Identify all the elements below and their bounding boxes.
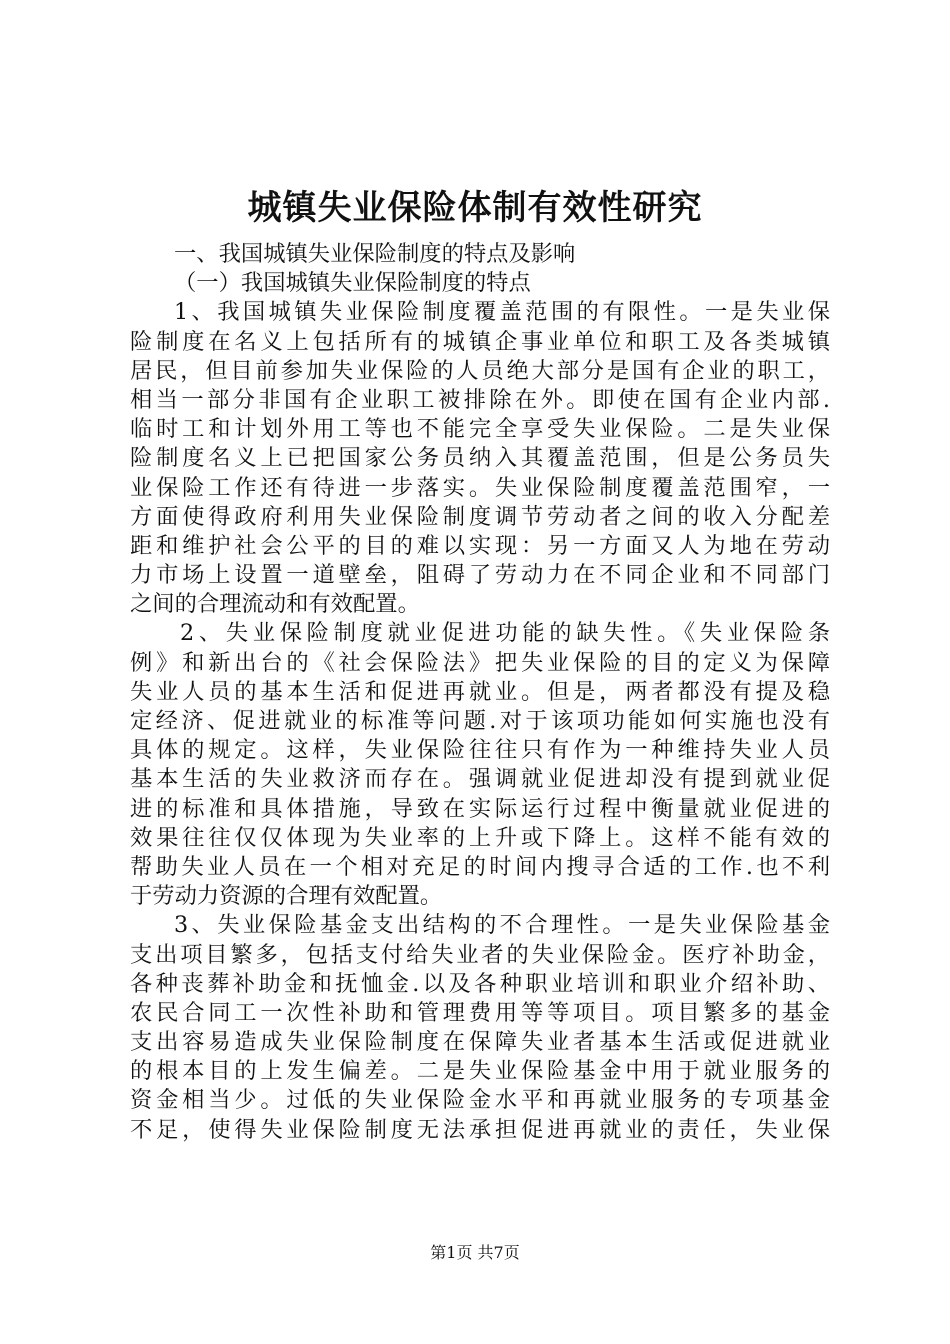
text-line: 之间的合理流动和有效配置。 [130,591,420,618]
text-line: 帮助失业人员在一个相对充足的时间内搜寻合适的工作.也不利 [130,853,830,880]
text-line: 一、我国城镇失业保险制度的特点及影响 [174,241,576,267]
text-line: 临时工和计划外用工等也不能完全享受失业保险。二是失业保 [130,416,830,443]
text-line: 业保险工作还有待进一步落实。失业保险制度覆盖范围窄，一 [130,474,830,501]
text-line: 不足，使得失业保险制度无法承担促进再就业的责任，失业保 [130,1116,830,1143]
text-line: 1、我国城镇失业保险制度覆盖范围的有限性。一是失业保 [174,299,830,326]
text-line: 方面使得政府利用失业保险制度调节劳动者之间的收入分配差 [130,503,830,530]
text-line: （一）我国城镇失业保险制度的特点 [174,270,531,297]
text-line: 定经济、促进就业的标准等问题.对于该项功能如何实施也没有 [130,708,830,734]
text-line: 居民，但目前参加失业保险的人员绝大部分是国有企业的职工， [130,357,830,384]
text-line: 2、失业保险制度就业促进功能的缺失性。《失业保险条 [180,620,830,647]
text-line: 距和维护社会公平的目的难以实现：另一方面又人为地在劳动 [130,532,830,559]
text-line: 于劳动力资源的合理有效配置。 [130,883,443,910]
text-line: 资金相当少。过低的失业保险金水平和再就业服务的专项基金 [130,1087,830,1114]
text-line: 相当一部分非国有企业职工被排除在外。即使在国有企业内部. [130,386,830,413]
text-line: 基本生活的失业救济而存在。强调就业促进却没有提到就业促 [130,766,830,793]
text-line: 具体的规定。这样，失业保险往往只有作为一种维持失业人员 [130,737,830,764]
text-line: 3、失业保险基金支出结构的不合理性。一是失业保险基金 [174,912,830,939]
text-line: 支出容易造成失业保险制度在保障失业者基本生活或促进就业 [130,1029,830,1056]
document-title: 城镇失业保险体制有效性研究 [247,188,703,228]
text-line: 险制度在名义上包括所有的城镇企事业单位和职工及各类城镇 [130,328,830,355]
text-line: 力市场上设置一道壁垒，阻碍了劳动力在不同企业和不同部门 [130,562,830,589]
text-line: 险制度名义上已把国家公务员纳入其覆盖范围，但是公务员失 [130,445,830,472]
text-line: 例》和新出台的《社会保险法》把失业保险的目的定义为保障 [130,649,830,676]
text-line: 效果往往仅仅体现为失业率的上升或下降上。这样不能有效的 [130,824,830,851]
text-line: 各种丧葬补助金和抚恤金.以及各种职业培训和职业介绍补助、 [130,970,830,997]
document-body [130,240,830,1145]
text-line: 的根本目的上发生偏差。二是失业保险基金中用于就业服务的 [130,1058,830,1085]
text-line: 失业人员的基本生活和促进再就业。但是，两者都没有提及稳 [130,678,830,705]
text-line: 进的标准和具体措施，导致在实际运行过程中衡量就业促进的 [130,795,830,822]
text-line: 支出项目繁多，包括支付给失业者的失业保险金。医疗补助金， [130,941,830,968]
page-footer: 第1页 共7页 [430,1243,520,1262]
text-line: 农民合同工一次性补助和管理费用等等项目。项目繁多的基金 [130,999,830,1026]
